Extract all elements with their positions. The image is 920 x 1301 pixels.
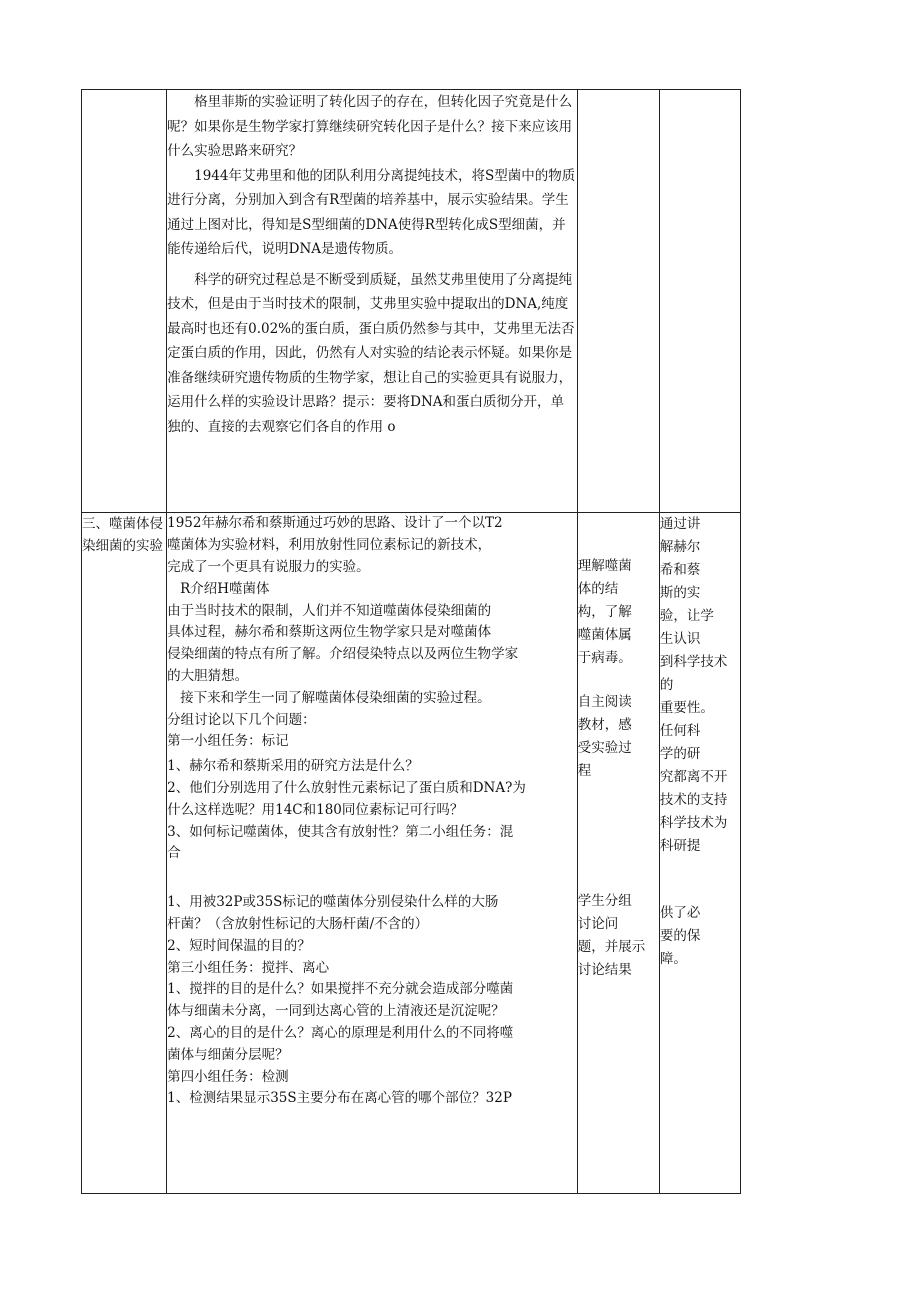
table-row [82,513,741,1194]
section-title-cell [82,513,167,1194]
section-title: 三、噬菌体侵染细菌的实验 [82,516,163,555]
design-intent-line: 要的保 [659,928,701,945]
content-line: 菌体与细菌分层呢？ [167,1046,289,1063]
content-line: 的大胆猜想。 [167,667,249,684]
content-line: 完成了一个更具有说服力的实验。 [167,558,370,575]
student-activity-line: 于病毒。 [577,650,632,667]
design-intent-a [660,513,740,858]
content-line: 3、如何标记噬菌体，使其含有放射性？第二小组任务：混 [167,823,514,840]
teaching-content-cell [167,90,578,513]
design-intent-line: 斯的实 [659,585,701,602]
content-line: 具体过程，赫尔希和蔡斯这两位生物学家只是对噬菌体 [167,624,492,641]
content-line: 由于当时技术的限制，人们并不知道噬菌体侵染细菌的 [167,602,492,619]
lesson-table [81,89,741,1194]
content-line: 杆菌？（含放射性标记的大肠杆菌/不含的） [167,915,429,932]
student-activity-line: 受实验过 [577,740,632,757]
design-intent-line: 的 [659,677,674,694]
content-line: 什么这样选呢？用14C和180同位素标记可行吗？ [167,801,464,818]
student-activity-line: 体的结 [577,581,619,598]
student-activity-line: 教材，感 [577,717,632,734]
design-intent-line: 科研提 [659,838,701,855]
design-intent-line: 通过讲 [659,516,701,533]
content-line [167,865,577,889]
student-activity-line: 讨论结果 [577,962,632,979]
paragraph-griffith: 格里菲斯的实验证明了转化因子的存在，但转化因子究竟是什么呢？如果你是生物学家打算继续研究转化因子是什么？接下来应该用什么实验思路来研究？ [167,94,573,159]
teaching-content-cell [167,513,578,1194]
student-activity-line: 构，了解 [577,604,632,621]
content-line: 1、用被32P或35S标记的噬菌体分别侵染什么样的大肠 [167,894,499,911]
content-line: 第三小组任务：搅拌、离心 [167,959,330,976]
design-intent-line: 重要性。 [659,700,714,717]
student-activity-line: 理解噬菌 [577,558,632,575]
content-line: 1、赫尔希和蔡斯采用的研究方法是什么？ [167,758,419,775]
student-activity-b [578,691,659,783]
teaching-content-lines [167,513,577,1110]
design-intent-line: 科学技术为 [659,815,728,832]
design-intent-line: 到科学技术 [659,654,728,671]
student-activity-line: 学生分组 [577,893,632,910]
design-intent-line: 供了必 [659,905,701,922]
content-line: 第四小组任务：检测 [167,1068,289,1085]
content-line: 侵染细菌的特点有所了解。介绍侵染特点以及两位生物学家 [167,646,519,663]
design-intent-b [660,902,740,971]
design-intent-line: 验，让学 [659,608,714,625]
content-line: 分组讨论以下几个问题： [167,711,316,728]
design-intent-line: 障。 [659,951,687,968]
student-activity-line: 噬菌体属 [577,627,632,644]
content-line: 1952年赫尔希和蔡斯通过巧妙的思路、设计了一个以T2 [167,515,503,532]
design-intent-line: 生认识 [659,631,701,648]
design-intent-line: 希和蔡 [659,562,701,579]
paragraph-doubt: 科学的研究过程总是不断受到质疑，虽然艾弗里使用了分离提纯技术，但是由于当时技术的限制，艾弗里实验中提取出的DNA,纯度最高时也还有0.02%的蛋白质，蛋白质仍然参与其中，艾弗里无法否定蛋白质的作用，因此，仍然有人对实验的结论表示怀疑。如果你是准备继续研究遗传物质的生物学家，想让自己的实验更具有说服力，运用什么样的实验设计思路？提示：要将DNA和蛋白质彻分开，单独的、直接的去观察它们各自的作用 o [167,271,575,435]
design-intent-line: 究都离不开 [659,769,728,786]
content-line: 1、检测结果显示35S主要分布在离心管的哪个部位？32P [167,1090,512,1107]
student-activity-c [578,890,659,982]
table-row [82,90,741,513]
content-line: 2、短时间保温的目的？ [167,937,311,954]
content-line: 合 [167,845,181,862]
student-activity-a [578,555,659,670]
content-line: R介绍H噬菌体 [180,580,270,597]
design-intent-cell [659,513,740,1194]
content-line: 体与细菌未分离，一同到达离心管的上清液还是沉淀呢？ [167,1003,505,1020]
design-intent-line: 任何科 [659,723,701,740]
design-intent-cell-empty [659,90,740,513]
student-activity-line: 讨论问 [577,916,619,933]
student-activity-cell [577,513,659,1194]
student-activity-cell-empty [577,90,659,513]
content-line: 2、他们分别选用了什么放射性元素标记了蛋白质和DNA?为 [167,779,526,796]
content-line: 1、搅拌的目的是什么？如果搅拌不充分就会造成部分噬菌 [167,981,514,998]
student-activity-line: 题，并展示 [577,939,646,956]
content-line: 接下来和学生一同了解噬菌体侵染细菌的实验过程。 [180,689,491,706]
paragraph-avery: 1944年艾弗里和他的团队利用分离提纯技术，将S型菌中的物质进行分离，分别加入到含有R型菌的培养基中，展示实验结果。学生通过上图对比，得知是S型细菌的DNA使得R型转化成S型细菌，并能传递给后代，说明DNA是遗传物质。 [167,167,576,257]
design-intent-line: 解赫尔 [659,539,701,556]
content-line: 噬菌体为实验材料，利用放射性同位素标记的新技术， [167,537,492,554]
section-cell-empty [82,90,167,513]
student-activity-line: 程 [577,763,592,780]
design-intent-line: 技术的支持 [659,792,728,809]
design-intent-line: 学的研 [659,746,701,763]
student-activity-line: 自主阅读 [577,694,632,711]
content-line: 第一小组任务：标记 [167,733,289,750]
content-line: 2、离心的目的是什么？离心的原理是利用什么的不同将噬 [167,1024,514,1041]
